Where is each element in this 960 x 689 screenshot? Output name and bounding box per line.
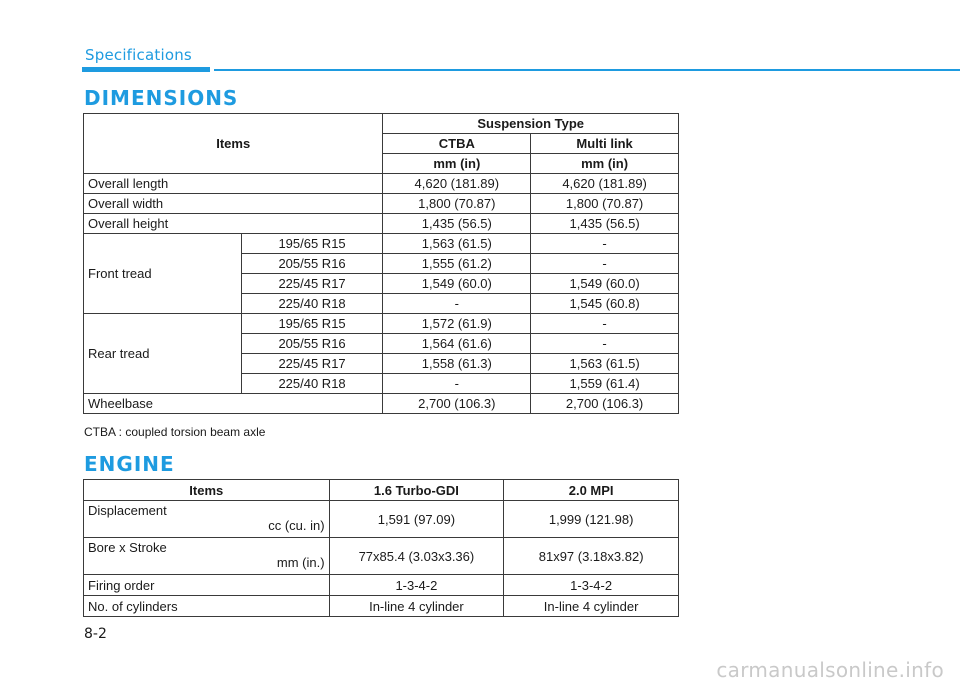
row-value: 1,572 (61.9) — [383, 314, 531, 334]
row-value: 1,591 (97.09) — [329, 501, 504, 538]
watermark: carmanualsonline.info — [716, 658, 944, 682]
row-value: 4,620 (181.89) — [383, 174, 531, 194]
table-row — [84, 174, 679, 194]
row-label — [84, 538, 330, 575]
row-value: - — [531, 254, 679, 274]
row-value: 77x85.4 (3.03x3.36) — [329, 538, 504, 575]
row-value: 1,435 (56.5) — [383, 214, 531, 234]
row-value: 1,999 (121.98) — [504, 501, 679, 538]
table-row — [84, 314, 679, 334]
bore-stroke-unit: mm (in.) — [276, 555, 325, 570]
table-row — [84, 214, 679, 234]
row-value: 2,700 (106.3) — [531, 394, 679, 414]
row-value: 2,700 (106.3) — [383, 394, 531, 414]
engine-1-header: 1.6 Turbo-GDI — [329, 480, 504, 501]
row-label: Overall length — [84, 174, 383, 194]
tire-size: 195/65 R15 — [241, 234, 383, 254]
engine-2-header: 2.0 MPI — [504, 480, 679, 501]
dimensions-title: DIMENSIONS — [84, 86, 239, 110]
row-value: 1,555 (61.2) — [383, 254, 531, 274]
row-label: Overall width — [84, 194, 383, 214]
row-value: 1,800 (70.87) — [531, 194, 679, 214]
table-row — [84, 234, 679, 254]
row-value: 81x97 (3.18x3.82) — [504, 538, 679, 575]
row-value: 1,549 (60.0) — [531, 274, 679, 294]
table-row — [84, 575, 679, 596]
row-label: Overall height — [84, 214, 383, 234]
header-accent-bar — [82, 67, 210, 72]
items-header: Items — [84, 480, 330, 501]
row-value: - — [383, 374, 531, 394]
unit-header: mm (in) — [383, 154, 531, 174]
row-value: 4,620 (181.89) — [531, 174, 679, 194]
row-value: - — [383, 294, 531, 314]
ctba-footnote: CTBA : coupled torsion beam axle — [84, 425, 266, 439]
row-value: - — [531, 314, 679, 334]
section-header: Specifications — [85, 46, 192, 64]
header-rule — [214, 69, 960, 71]
row-value: 1-3-4-2 — [504, 575, 679, 596]
row-value: - — [531, 234, 679, 254]
row-value: 1,800 (70.87) — [383, 194, 531, 214]
rear-tread-label: Rear tread — [84, 314, 242, 394]
row-value: 1,564 (61.6) — [383, 334, 531, 354]
row-label: Firing order — [84, 575, 330, 596]
tire-size: 225/45 R17 — [241, 354, 383, 374]
table-row — [84, 596, 679, 617]
row-label: No. of cylinders — [84, 596, 330, 617]
row-label: Wheelbase — [84, 394, 383, 414]
row-value: 1,563 (61.5) — [383, 234, 531, 254]
front-tread-label: Front tread — [84, 234, 242, 314]
tire-size: 205/55 R16 — [241, 254, 383, 274]
table-header-row — [84, 114, 679, 134]
table-row — [84, 394, 679, 414]
row-value: 1,435 (56.5) — [531, 214, 679, 234]
row-label — [84, 501, 330, 538]
row-value: 1,549 (60.0) — [383, 274, 531, 294]
multi-link-header: Multi link — [531, 134, 679, 154]
table-header-row — [84, 480, 679, 501]
table-row — [84, 194, 679, 214]
row-value: In-line 4 cylinder — [504, 596, 679, 617]
row-value: 1,545 (60.8) — [531, 294, 679, 314]
dimensions-table — [83, 113, 679, 414]
row-value: 1,558 (61.3) — [383, 354, 531, 374]
engine-title: ENGINE — [84, 452, 175, 476]
bore-stroke-label: Bore x Stroke — [88, 540, 167, 555]
row-value: In-line 4 cylinder — [329, 596, 504, 617]
table-row — [84, 538, 679, 575]
items-header: Items — [84, 114, 383, 174]
row-value: 1-3-4-2 — [329, 575, 504, 596]
row-value: 1,559 (61.4) — [531, 374, 679, 394]
tire-size: 225/40 R18 — [241, 294, 383, 314]
tire-size: 225/40 R18 — [241, 374, 383, 394]
unit-header: mm (in) — [531, 154, 679, 174]
displacement-unit: cc (cu. in) — [268, 518, 325, 533]
ctba-header: CTBA — [383, 134, 531, 154]
table-row — [84, 501, 679, 538]
engine-table — [83, 479, 679, 617]
row-value: 1,563 (61.5) — [531, 354, 679, 374]
tire-size: 205/55 R16 — [241, 334, 383, 354]
tire-size: 195/65 R15 — [241, 314, 383, 334]
page-number: 8-2 — [84, 626, 107, 642]
displacement-label: Displacement — [88, 503, 167, 518]
suspension-type-header: Suspension Type — [383, 114, 679, 134]
row-value: - — [531, 334, 679, 354]
tire-size: 225/45 R17 — [241, 274, 383, 294]
